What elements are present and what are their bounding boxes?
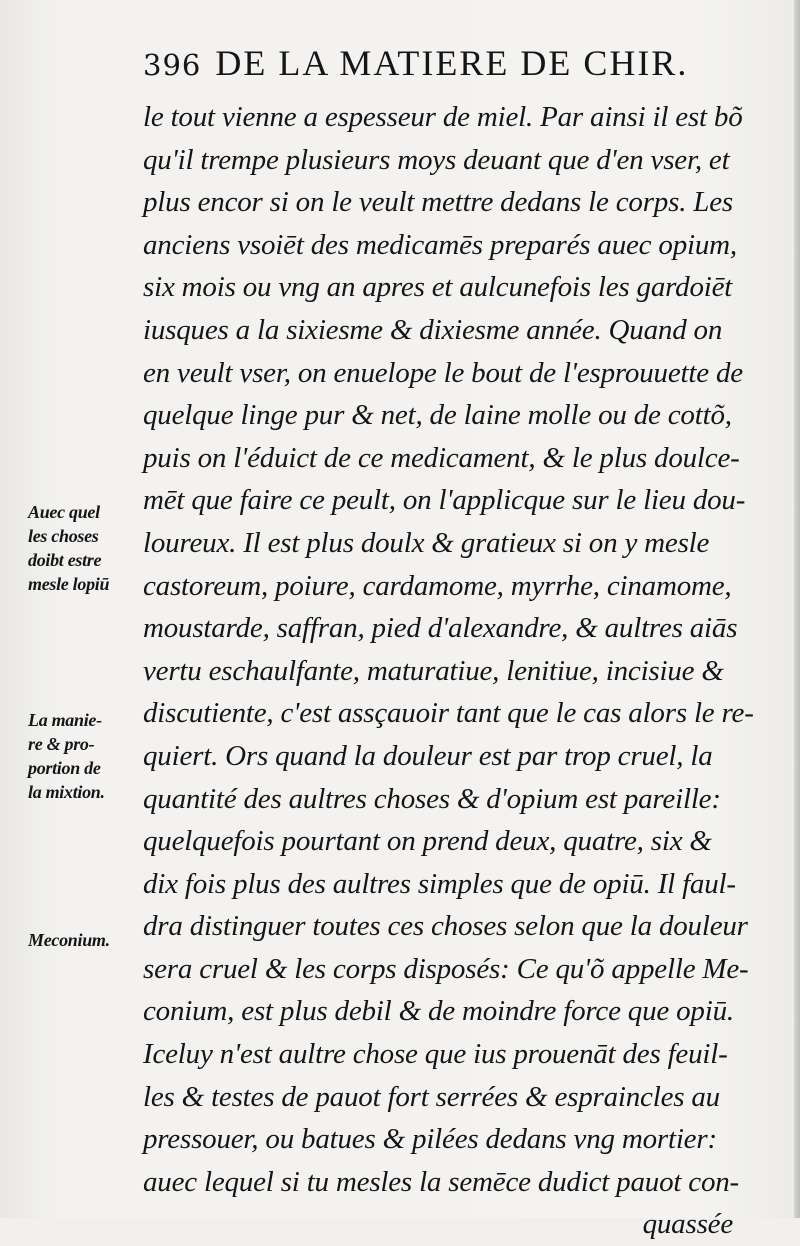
margin-note-line: portion de [28,758,101,778]
margin-note-line: doibt estre [28,550,102,570]
text-line: quantité des aultres choses & d'opium est pareille: [143,782,721,815]
text-line: qu'il trempe plusieurs moys deuant que d'en vser, et [143,143,730,176]
margin-note-meconium [28,928,146,952]
margin-note-line: mesle lopiū [28,574,110,594]
text-line: discutiente, c'est assçauoir tant que le cas alors le re- [143,697,754,730]
margin-note-opium-mixing [28,500,146,596]
text-line: quelque linge pur & net, de laine molle ou de cottõ, [143,399,732,432]
text-line: iusques a la sixiesme & dixiesme année. Quand on [143,313,723,346]
text-line: plus encor si on le veult mettre dedans le corps. Les [143,186,733,219]
text-line: loureux. Il est plus doulx & gratieux si on y mesle [143,526,710,559]
text-line: moustarde, saffran, pied d'alexandre, & aultres aiās [143,612,738,645]
margin-note-line: les choses [28,526,99,546]
catchword: quassée [642,1208,733,1241]
text-line: dix fois plus des aultres simples que de opiū. Il faul- [143,867,736,900]
page-number: 396 [143,48,202,82]
text-line: pressouer, ou batues & pilées dedans vng mortier: [143,1123,717,1156]
text-line: les & testes de pauot fort serrées & espraincles au [143,1080,720,1113]
text-line: vertu eschaulfante, maturatiue, lenitiue, incisiue & [143,654,724,687]
text-line: mēt que faire ce peult, on l'applicque sur le lieu dou- [143,484,746,517]
margin-note-proportion [28,708,146,804]
margin-note-line: Auec quel [28,502,100,522]
text-line: Iceluy n'est aultre chose que ius prouenāt des feuil- [143,1038,728,1071]
page-header [143,42,743,86]
text-line: en veult vser, on enuelope le bout de l'esprouuette de [143,356,743,389]
text-line: le tout vienne a espesseur de miel. Par ainsi il est bõ [143,101,743,133]
text-line: castoreum, poiure, cardamome, myrrhe, cinamome, [143,569,732,602]
text-line: puis on l'éduict de ce medicament, & le plus doulce- [143,441,740,474]
text-line: conium, est plus debil & de moindre force que opiū. [143,995,734,1028]
margin-note-line: Meconium. [28,930,110,950]
text-line: anciens vsoiēt des medicamēs preparés auec opium, [143,228,737,261]
text-line: six mois ou vng an apres et aulcunefois les gardoiēt [143,271,733,304]
page-gutter-shadow [794,0,800,1218]
margin-note-line: re & pro- [28,734,95,754]
body-text [143,96,754,1246]
running-head: DE LA MATIERE DE CHIR. [215,43,689,83]
text-line: sera cruel & les corps disposés: Ce qu'õ appelle Me- [143,952,749,985]
text-line: auec lequel si tu mesles la semēce dudict pauot con- [143,1165,740,1198]
text-line: quelquefois pourtant on prend deux, quatre, six & [143,825,712,858]
text-line: dra distinguer toutes ces choses selon que la douleur [143,910,748,943]
margin-note-line: La manie- [28,710,102,730]
text-line: quiert. Ors quand la douleur est par trop cruel, la [143,739,713,772]
margin-note-line: la mixtion. [28,782,105,802]
